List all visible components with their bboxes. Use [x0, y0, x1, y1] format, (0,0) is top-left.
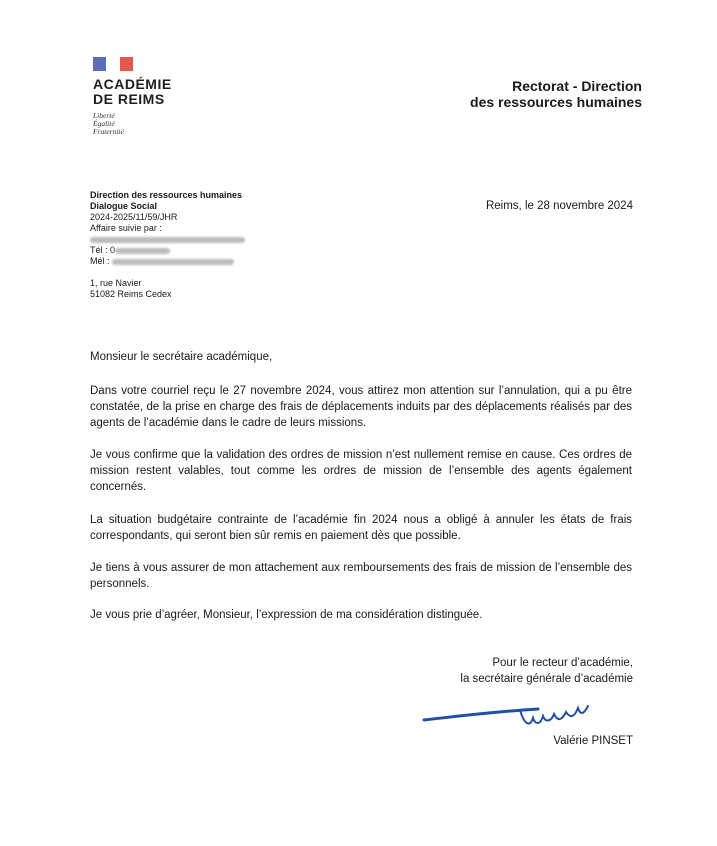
paragraph-1: Dans votre courriel reçu le 27 novembre 2024, vous attirez mon attention sur l’annulation, qui a pu être constatée, de la prise en charge des frais de déplacements induits par des déplacements réalisés par des agents de l’académie dans le cadre de leurs missions. — [90, 385, 632, 429]
motto-egalite: Égalité — [93, 119, 115, 128]
sender-followed-by: Affaire suivie par : — [90, 223, 162, 233]
sender-block — [90, 190, 290, 300]
marianne-flag-icon — [93, 57, 133, 71]
sender-reference: 2024-2025/11/59/JHR — [90, 212, 178, 222]
redacted-name — [90, 234, 290, 245]
motto-liberte: Liberté — [93, 111, 115, 120]
redacted-phone — [115, 248, 170, 254]
signature-line1: Pour le recteur d’académie, — [492, 657, 633, 669]
address-line2: 51082 Reims Cedex — [90, 289, 172, 299]
mail-label: Mél : — [90, 256, 110, 266]
service-line1: Rectorat - Direction — [512, 78, 642, 94]
letter-date: Reims, le 28 novembre 2024 — [485, 200, 633, 212]
paragraph-4: Je tiens à vous assurer de mon attachement aux remboursements des frais de mission de l’ensemble des personnels. — [90, 562, 632, 590]
academy-name-line1: ACADÉMIE — [93, 76, 172, 92]
republic-motto — [93, 112, 173, 136]
letter-opening: Monsieur le secrétaire académique, — [90, 351, 273, 363]
sender-unit: Dialogue Social — [90, 201, 158, 211]
sender-department: Direction des ressources humaines — [90, 190, 243, 200]
address-line1: 1, rue Navier — [90, 278, 142, 288]
handwritten-signature — [420, 694, 600, 734]
signature-line2: la secrétaire générale d’académie — [460, 673, 633, 685]
paragraph-2: Je vous confirme que la validation des ordres de mission n’est nullement remise en cause. Ces ordres de mission restent valables, tout comme les ordres de mission de l’ensemble des agents également concernés. — [90, 449, 632, 493]
academy-name — [93, 77, 213, 107]
paragraph-3: La situation budgétaire contrainte de l’académie fin 2024 nous a obligé à annuler les états de frais correspondants, qui seront bien sûr remis en paiement dès que possible. — [90, 514, 632, 542]
signature-block — [460, 655, 633, 687]
motto-fraternite: Fraternité — [93, 127, 124, 136]
academy-name-line2: DE REIMS — [93, 91, 165, 107]
redacted-email — [112, 259, 234, 265]
signatory-name: Valérie PINSET — [553, 735, 633, 747]
sender-tel — [90, 245, 290, 256]
sender-mail — [90, 256, 290, 267]
paragraph-5: Je vous prie d’agréer, Monsieur, l’expression de ma considération distinguée. — [90, 609, 483, 621]
service-header — [470, 78, 642, 110]
tel-label: Tél : 0 — [90, 245, 116, 255]
service-line2: des ressources humaines — [470, 94, 642, 110]
